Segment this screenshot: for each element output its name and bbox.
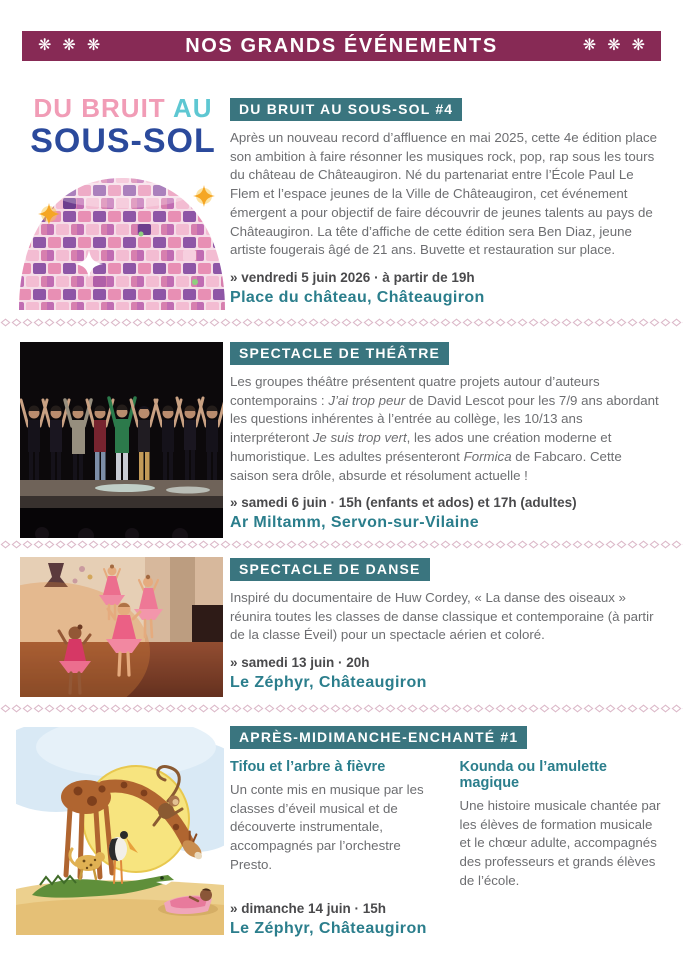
flower-icons-right [583, 38, 645, 54]
event-date: » samedi 13 juin · 20h [230, 655, 370, 671]
flower-icon: ❋ [86, 37, 101, 54]
program-body: Un conte mis en musique par les classes d’éveil musical et de découverte instrumentale, accompagnés par l’orchestre Presto. [230, 782, 424, 872]
flower-icon: ❋ [582, 37, 597, 54]
event-date: » dimanche 14 juin · 15h [230, 900, 387, 916]
event-date: » vendredi 5 juin 2026 · à partir de 19h [230, 270, 475, 286]
header-banner [22, 31, 661, 61]
event-location: Le Zéphyr, Châteaugiron [230, 919, 427, 937]
program-body: Une histoire musicale chantée par les élèves de formation musicale et le chœur adulte, accompagnés des professeurs et grands élèves de l’école. [459, 798, 661, 888]
section-spectacle-danse [230, 558, 663, 692]
du-bruit-au-sous-sol-logo [18, 95, 228, 160]
section-heading: DU BRUIT AU SOUS-SOL #4 [230, 98, 462, 121]
program-tifou [230, 759, 434, 891]
savanna-tale-illustration [16, 727, 224, 935]
page-title: NOS GRANDS ÉVÉNEMENTS [185, 34, 498, 57]
section-body: Après un nouveau record d’affluence en mai 2025, cette 4e édition place son ambition à faire résonner les musiques rock, pop, rap sous les tours du château de Châteaugiron. Né du partenariat entre l’École Paul Le Flem et l’espace jeunes de la Ville de Châteaugiron, cet événement émergent a pour objectif de faire découvrir de jeunes talents au pays de Châteaugiron. La tête d’affiche de cette édition sera Ben Diaz, jeune artiste fougerais âgé de 21 ans. Buvette et restauration sur place. [230, 130, 658, 258]
flower-icon: ❋ [607, 37, 621, 54]
section-heading: APRÈS-MIDIMANCHE-ENCHANTÉ #1 [230, 726, 527, 749]
two-column-programs [230, 759, 663, 891]
theatre-photo [20, 342, 223, 538]
event-location: Place du château, Châteaugiron [230, 289, 485, 307]
logo-text-cyan: AU [172, 93, 213, 123]
program-title: Tifou et l’arbre à fièvre [230, 759, 386, 775]
section-heading: SPECTACLE DE THÉÂTRE [230, 342, 449, 365]
flower-icon: ❋ [631, 37, 645, 54]
program-title: Kounda ou l’amulette magique [459, 759, 607, 791]
event-location: Ar Miltamm, Servon-sur-Vilaine [230, 514, 480, 532]
logo-line1 [18, 95, 228, 122]
event-location: Le Zéphyr, Châteaugiron [230, 674, 427, 692]
diamond-divider [0, 318, 683, 327]
section-body: Les groupes théâtre présentent quatre projets autour d’auteurs contemporains : J’ai trop peur de David Lescot pour les 7/9 ans abordant les questions inhérentes à l’entrée au collège, les 10/13 ans interpréteront Je suis trop vert, les ados une création moderne et humoristique. Les adultes présenteront Formica de Fabcaro. Cette saison sera drôle, absurde et résolument actuelle ! [230, 374, 659, 483]
disco-ball-illustration [17, 158, 227, 310]
logo-text-pink: DU BRUIT [33, 93, 166, 123]
section-apres-midi-enchante [230, 726, 663, 938]
section-spectacle-theatre [230, 342, 663, 532]
diamond-divider [0, 540, 683, 549]
flower-icon: ❋ [62, 37, 76, 54]
event-date: » samedi 6 juin · 15h (enfants et ados) et 17h (adultes) [230, 495, 577, 511]
dance-photo [20, 557, 223, 697]
section-body: Inspiré du documentaire de Huw Cordey, « La danse des oiseaux » réunira toutes les classes de danse classique et contemporaine (à partir de la classe Éveil) pour un spectacle aérien et coloré. [230, 590, 654, 643]
flower-icon: ❋ [38, 37, 52, 54]
flower-icons-left [38, 38, 100, 54]
logo-text-blue: SOUS-SOL [30, 122, 216, 161]
program-kounda [460, 759, 664, 891]
section-du-bruit-au-sous-sol [230, 98, 663, 307]
section-heading: SPECTACLE DE DANSE [230, 558, 430, 581]
diamond-divider [0, 704, 683, 713]
